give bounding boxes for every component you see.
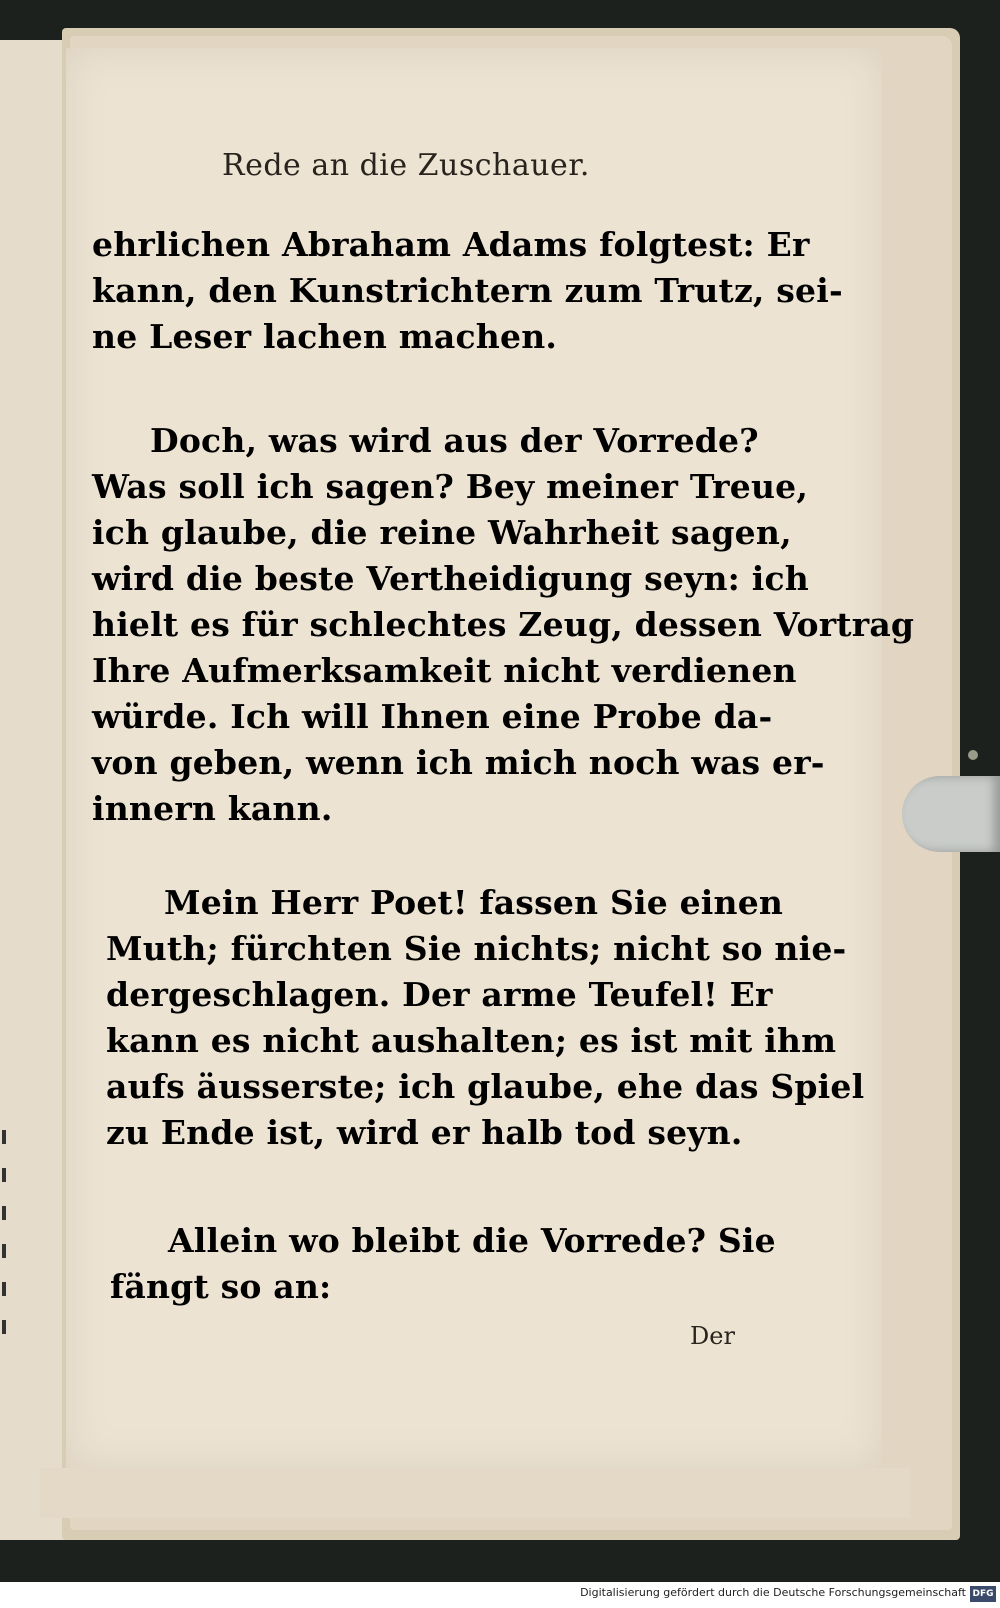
text-line: Doch, was wird aus der Vorrede? xyxy=(150,421,759,460)
clip-rivet xyxy=(968,750,978,760)
paragraph-3 xyxy=(106,880,865,1156)
text-line: ehrlichen Abraham Adams folgtest: Er xyxy=(92,225,810,264)
text-line: hielt es für schlechtes Zeug, dessen Vortrag xyxy=(92,605,915,644)
dfg-logo: DFG xyxy=(970,1586,996,1602)
text-line: ne Leser lachen machen. xyxy=(92,317,558,356)
text-line: Was soll ich sagen? Bey meiner Treue, xyxy=(92,467,809,506)
text-line: aufs äusserste; ich glaube, ehe das Spiel xyxy=(106,1067,865,1106)
text-line: Muth; fürchten Sie nichts; nicht so nie- xyxy=(106,929,847,968)
page-clip xyxy=(902,776,1000,852)
paragraph-4 xyxy=(110,1218,776,1310)
text-line: kann es nicht aushalten; es ist mit ihm xyxy=(106,1021,837,1060)
paragraph-2 xyxy=(92,418,915,832)
text-line: Allein wo bleibt die Vorrede? Sie xyxy=(168,1221,776,1260)
left-page-marks xyxy=(0,1130,12,1430)
text-line: ich glaube, die reine Wahrheit sagen, xyxy=(92,513,792,552)
catchword: Der xyxy=(690,1322,735,1350)
text-line: innern kann. xyxy=(92,789,333,828)
text-line: wird die beste Vertheidigung seyn: ich xyxy=(92,559,809,598)
text-line: zu Ende ist, wird er halb tod seyn. xyxy=(106,1113,743,1152)
text-line: dergeschlagen. Der arme Teufel! Er xyxy=(106,975,773,1014)
running-head: Rede an die Zuschauer. xyxy=(222,148,590,183)
text-line: von geben, wenn ich mich noch was er- xyxy=(92,743,825,782)
text-line: kann, den Kunstrichtern zum Trutz, sei- xyxy=(92,271,843,310)
funding-credit: Digitalisierung gefördert durch die Deutsche Forschungsgemeinschaft xyxy=(580,1586,966,1599)
footer-bar xyxy=(0,1582,1000,1608)
paragraph-1 xyxy=(92,222,843,360)
text-line: fängt so an: xyxy=(110,1267,332,1306)
text-line: Mein Herr Poet! fassen Sie einen xyxy=(164,883,784,922)
text-line: Ihre Aufmerksamkeit nicht verdienen xyxy=(92,651,797,690)
text-line: würde. Ich will Ihnen eine Probe da- xyxy=(92,697,773,736)
page-bottom-edge xyxy=(40,1468,910,1518)
